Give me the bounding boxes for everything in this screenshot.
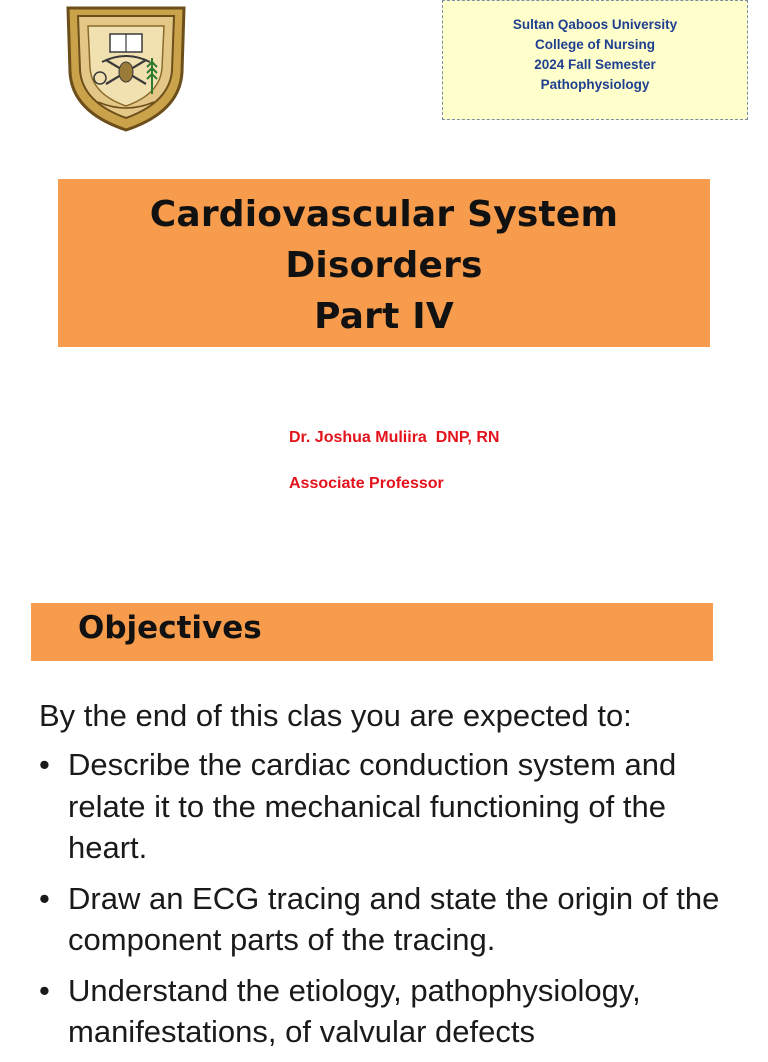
objectives-intro: By the end of this clas you are expected to:	[39, 698, 632, 733]
title-line-3: Part IV	[314, 296, 454, 337]
objectives-heading-bar	[31, 603, 713, 661]
list-item	[39, 970, 739, 1053]
university-name: Sultan Qaboos University	[512, 17, 678, 32]
objectives-heading: Objectives	[78, 610, 262, 646]
objective-text-2: Draw an ECG tracing and state the origin of the component parts of the tracing.	[68, 880, 720, 957]
presenter-role: Associate Professor	[289, 475, 444, 492]
list-item	[39, 744, 739, 869]
list-item	[39, 878, 739, 961]
objective-text-3: Understand the etiology, pathophysiology, manifestations, of valvular defects	[68, 972, 641, 1049]
college-name: College of Nursing	[534, 37, 655, 52]
objective-text-1: Describe the cardiac conduction system and relate it to the mechanical functioning of the heart.	[68, 747, 677, 865]
bullet-icon: •	[39, 972, 50, 1008]
course-info-box	[442, 0, 748, 120]
course-name: Pathophysiology	[540, 77, 650, 92]
university-seal-logo	[58, 2, 194, 132]
presenter-name: Dr. Joshua Muliira DNP, RN	[289, 429, 500, 446]
bullet-icon: •	[39, 880, 50, 916]
bullet-icon: •	[39, 747, 50, 782]
objectives-list	[39, 744, 739, 1062]
title-line-1: Cardiovascular System	[149, 194, 619, 235]
semester-label: 2024 Fall Semester	[534, 57, 656, 72]
title-line-2: Disorders	[285, 245, 483, 286]
title-banner	[58, 179, 710, 347]
